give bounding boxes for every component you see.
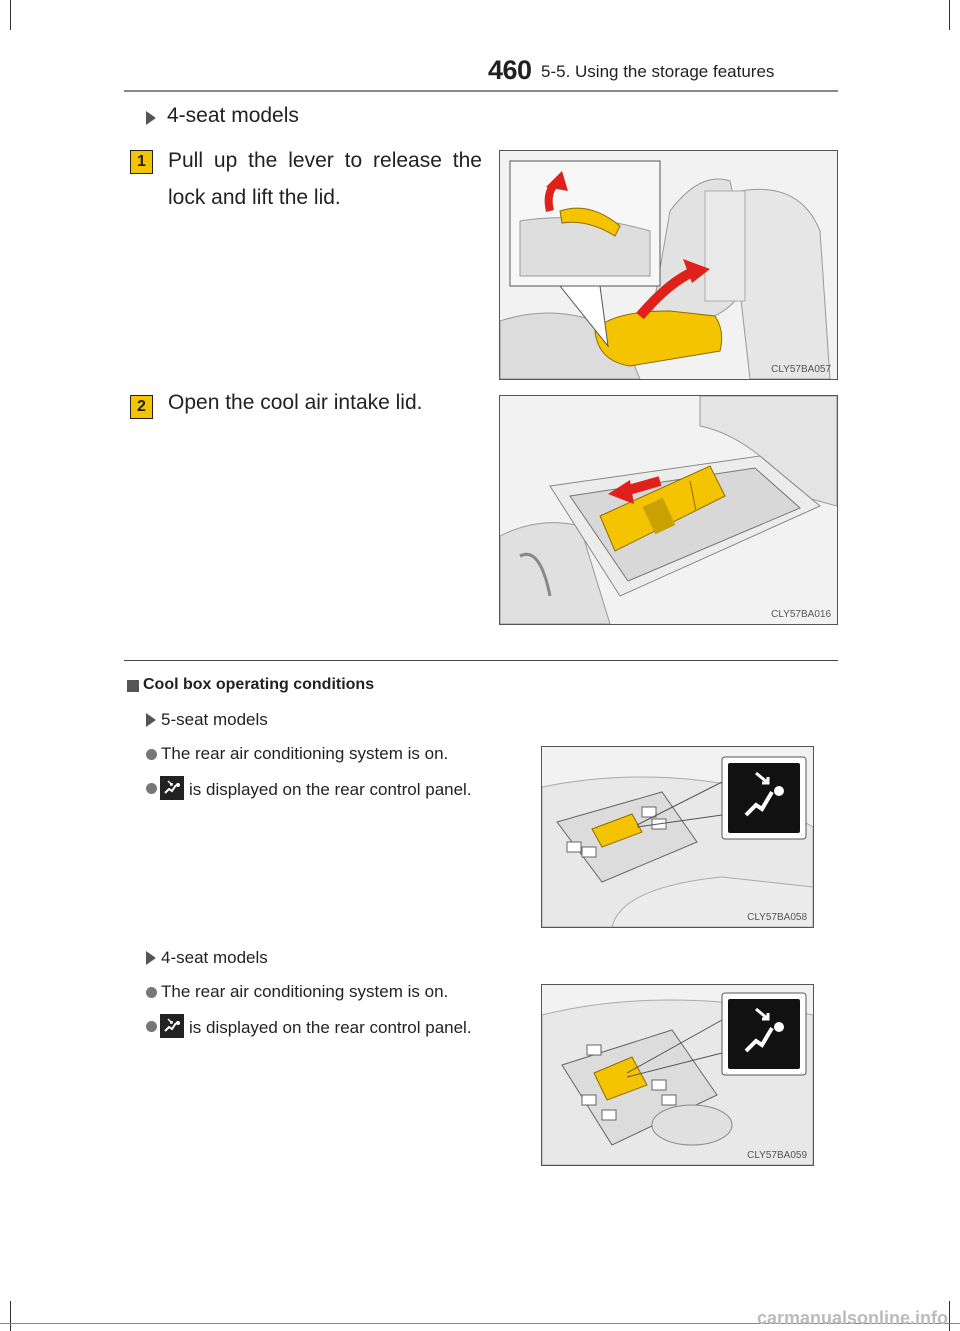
air-intake-mode-icon (160, 1014, 184, 1038)
header-section-title: 5-5. Using the storage features (541, 62, 775, 81)
air-intake-mode-icon (160, 776, 184, 800)
group-1-image-code: CLY57BA058 (747, 912, 807, 923)
page-number: 460 (488, 55, 532, 85)
step-2-text: Open the cool air intake lid. (168, 391, 423, 414)
group-2-item-1: The rear air conditioning system is on. (161, 982, 449, 1001)
group-1-item-1: The rear air conditioning system is on. (161, 744, 449, 763)
step-1-illustration (499, 150, 838, 380)
procedure-heading: 4-seat models (167, 104, 299, 127)
watermark: carmanualsonline.info (756, 1308, 948, 1328)
round-bullet-icon (146, 749, 157, 760)
step-number-1: 1 (130, 150, 153, 174)
triangle-bullet-icon (146, 713, 156, 727)
group-2-image-code: CLY57BA059 (747, 1150, 807, 1161)
step-2-illustration (499, 395, 838, 625)
group-1-item-2-row (155, 776, 472, 800)
step-1-image-code: CLY57BA057 (771, 364, 831, 375)
triangle-bullet-icon (146, 111, 156, 125)
step-1-text: Pull up the lever to release the lock and lift the lid. (168, 149, 482, 209)
group-2-illustration (541, 984, 814, 1166)
group-2-label: 4-seat models (161, 948, 268, 967)
crop-mark (949, 0, 950, 30)
crop-mark (10, 1301, 11, 1331)
step-number-2: 2 (130, 395, 153, 419)
crop-mark (949, 1301, 950, 1331)
square-icon (127, 680, 139, 692)
crop-mark (10, 0, 11, 30)
triangle-bullet-icon (146, 951, 156, 965)
group-2-item-2-text: is displayed on the rear control panel. (189, 1018, 472, 1037)
header-divider (124, 90, 838, 92)
group-1-illustration (541, 746, 814, 928)
group-1-item-2-text: is displayed on the rear control panel. (189, 780, 472, 799)
conditions-title: Cool box operating conditions (143, 676, 375, 693)
section-divider (124, 660, 838, 661)
group-2-item-2-row (155, 1014, 472, 1038)
step-2-image-code: CLY57BA016 (771, 609, 831, 620)
group-1-label: 5-seat models (161, 710, 268, 729)
round-bullet-icon (146, 987, 157, 998)
